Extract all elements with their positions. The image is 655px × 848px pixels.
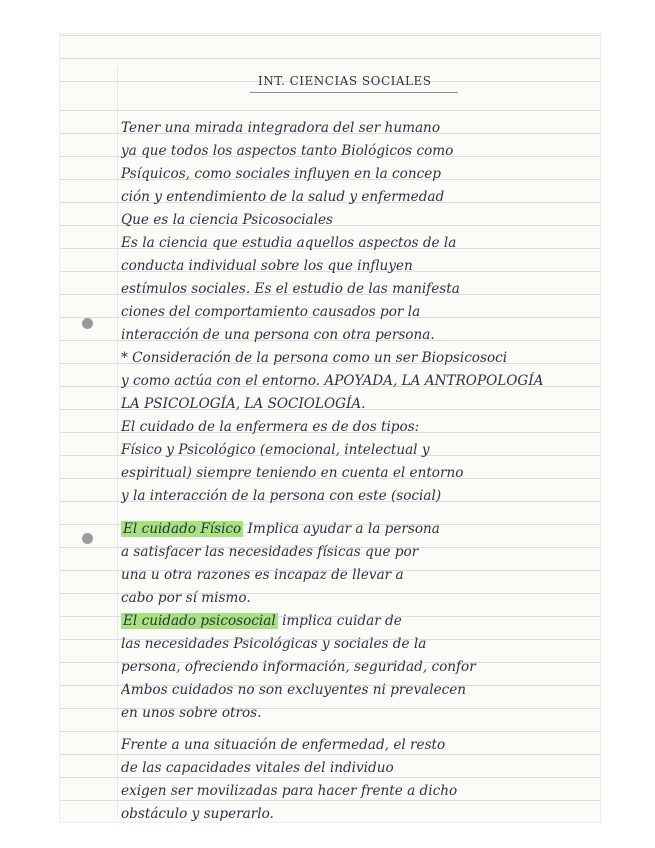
margin-line bbox=[117, 66, 118, 818]
text-line: El cuidado psicosocial implica cuidar de bbox=[123, 613, 402, 629]
text-line: LA PSICOLOGÍA, LA SOCIOLOGÍA. bbox=[121, 396, 366, 412]
text-line: a satisfacer las necesidades físicas que por bbox=[121, 544, 419, 560]
binder-hole bbox=[82, 318, 93, 329]
text-line: Frente a una situación de enfermedad, el resto bbox=[121, 737, 446, 753]
text-line: El cuidado de la enfermera es de dos tipos: bbox=[121, 419, 420, 435]
text-line: obstáculo y superarlo. bbox=[121, 806, 274, 822]
text-line: cabo por sí mismo. bbox=[121, 590, 251, 606]
text-line: ya que todos los aspectos tanto Biológicos como bbox=[121, 143, 454, 159]
text-line: ción y entendimiento de la salud y enfermedad bbox=[121, 189, 445, 205]
text-line: de las capacidades vitales del individuo bbox=[121, 760, 394, 776]
text-line: Tener una mirada integradora del ser humano bbox=[121, 120, 441, 136]
text-line: El cuidado Físico Implica ayudar a la persona bbox=[123, 521, 440, 537]
text-line: Psíquicos, como sociales influyen en la concep bbox=[121, 166, 441, 182]
text-line: en unos sobre otros. bbox=[121, 705, 262, 721]
text-line: persona, ofreciendo información, seguridad, confor bbox=[121, 659, 476, 675]
text-line: * Consideración de la persona como un ser Biopsicosoci bbox=[121, 350, 508, 366]
text-line: Físico y Psicológico (emocional, intelectual y bbox=[121, 442, 430, 458]
text-line: ciones del comportamiento causados por la bbox=[121, 304, 421, 320]
page-title: INT. CIENCIAS SOCIALES bbox=[258, 74, 432, 88]
highlighted-heading: El cuidado psicosocial bbox=[123, 613, 276, 629]
text-line: Es la ciencia que estudia aquellos aspectos de la bbox=[121, 235, 457, 251]
text-line: y como actúa con el entorno. APOYADA, LA ANTROPOLOGÍA bbox=[121, 373, 544, 389]
text-line: Ambos cuidados no son excluyentes ni prevalecen bbox=[121, 682, 467, 698]
text-line: conducta individual sobre los que influyen bbox=[121, 258, 413, 274]
text-line: interacción de una persona con otra persona. bbox=[121, 327, 435, 343]
text-line: espiritual) siempre teniendo en cuenta el entorno bbox=[121, 465, 464, 481]
binder-hole bbox=[82, 533, 93, 544]
text-line: y la interacción de la persona con este (social) bbox=[121, 488, 442, 504]
text-line: exigen ser movilizadas para hacer frente a dicho bbox=[121, 783, 458, 799]
text-line: estímulos sociales. Es el estudio de las manifesta bbox=[121, 281, 460, 297]
title-underline bbox=[250, 92, 458, 93]
text-line: una u otra razones es incapaz de llevar a bbox=[121, 567, 404, 583]
highlighted-heading: El cuidado Físico bbox=[123, 521, 242, 537]
text-line: las necesidades Psicológicas y sociales de la bbox=[121, 636, 427, 652]
text-line: Que es la ciencia Psicosociales bbox=[121, 212, 334, 228]
